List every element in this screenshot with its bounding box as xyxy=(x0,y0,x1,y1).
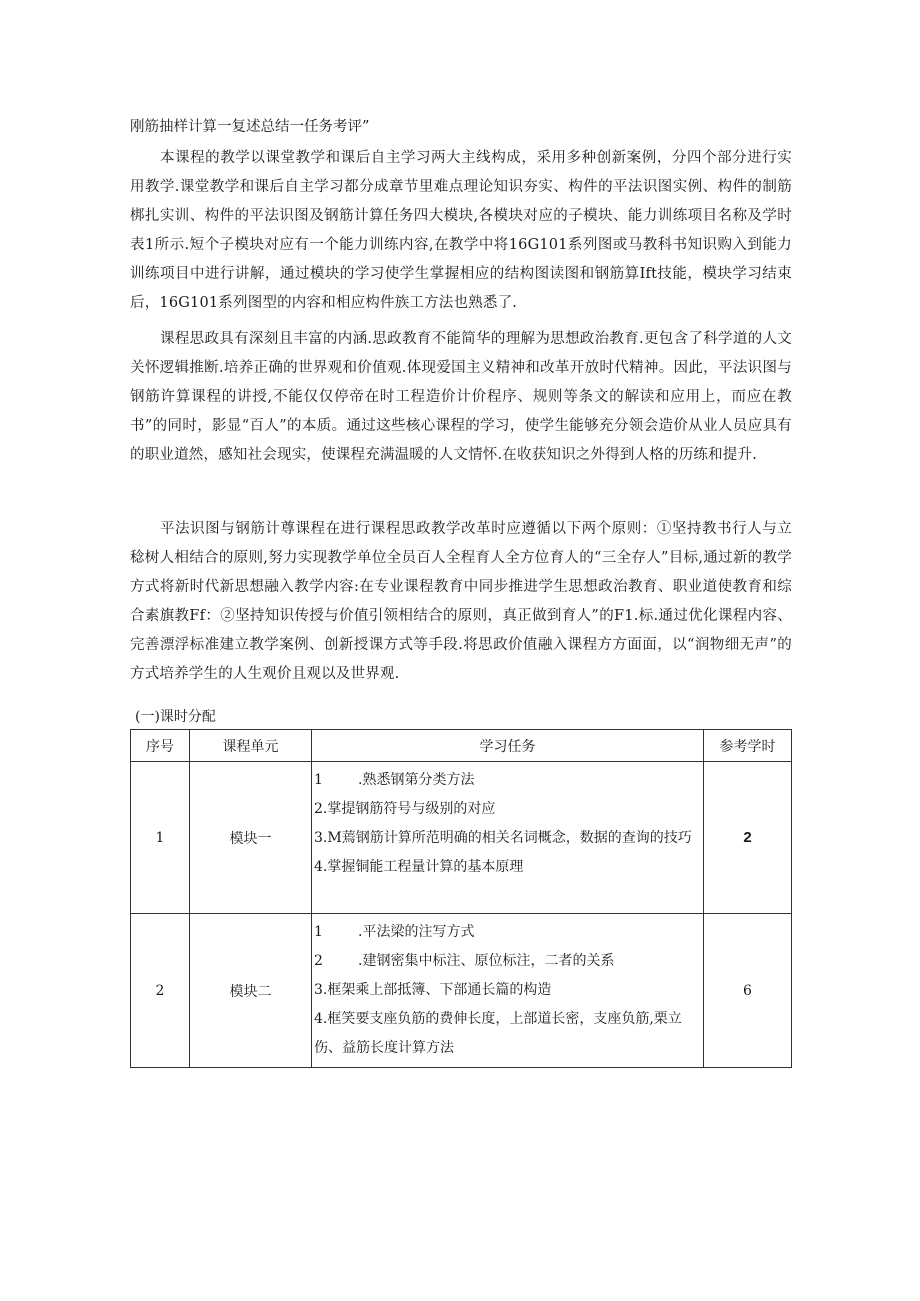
task-item: 3.框架乘上部抵簿、下部通长篇的构造 xyxy=(314,982,552,998)
table-header-row xyxy=(131,730,792,762)
row-no: 1 xyxy=(131,762,190,914)
table-row xyxy=(131,914,792,1068)
header-no: 序号 xyxy=(131,730,190,762)
paragraph-2: 课程思政具有深刻且丰富的内涵.思政教育不能简华的理解为思想政治教育.更包含了科学道的人文关怀逻辑推断.培养正确的世界观和价值观.体现爱国主义精神和改革开放时代精神。因此，平法识图与钢筋许算课程的讲授,不能仅仅停帝在时工程造价计价程序、规则等条文的解读和应用上，而应在教书”的同时，影显“百人”的本质。通过这些核心课程的学习，使学生能够充分领会造价从业人员应具有的职业道然，感知社会现实，使课程充满温暖的人文情怀.在收获知识之外得到人格的历练和提升. xyxy=(130,331,792,463)
row-hours: 6 xyxy=(704,914,792,1068)
task-item: 1 .熟悉钢第分类方法 xyxy=(314,772,475,788)
row-no: 2 xyxy=(131,914,190,1068)
row-unit: 模块二 xyxy=(190,914,312,1068)
table-row xyxy=(131,762,792,914)
task-item: 1 .平法梁的注写方式 xyxy=(314,924,475,940)
task-item: 4.掌握铜能工程量计算的基本原理 xyxy=(314,859,524,875)
row-tasks xyxy=(312,914,704,1068)
task-item: 2 .建钢密集中标注、原位标注，二者的关系 xyxy=(314,953,615,969)
row-tasks xyxy=(312,762,704,914)
class-hour-table xyxy=(130,729,792,1068)
section-heading: 刚筋抽样计算一复述总结一任务考评” xyxy=(130,119,370,135)
row-unit: 模块一 xyxy=(190,762,312,914)
header-tasks: 学习任务 xyxy=(312,730,704,762)
task-item: 4.框笑要支座负筋的费伸长度，上部道长密，支座负筋,栗立伤、益筋长度计算方法 xyxy=(314,1011,682,1056)
task-item: 2.掌提钢筋符号与级别的对应 xyxy=(314,801,496,817)
paragraph-3: 平法识图与钢筋计尊课程在进行课程思政教学改革时应遵循以下两个原则：①坚持教书行人与立稔树人相结合的原则,努力实现教学单位全员百人全程育人全方位育人的“三全存人”目标,通过新的教学方式将新时代新思想融入教学内容:在专业课程教育中同步推进学生思想政治教育、职业道使教育和综合素旗教Ff：②坚持知识传授与价值引领相结合的原则，真正做到育人”的F1.标.通过优化课程内容、完善漂浮标准建立教学案例、创新授课方式等手段.将思政价值融入课程方方面面，以“润物细无声”的方式培养学生的人生观价且观以及世界观. xyxy=(130,521,792,682)
paragraph-1: 本课程的教学以课堂教学和课后自主学习两大主线构成，采用多种创新案例，分四个部分进行实用教学.课堂教学和课后自主学习都分成章节里难点理论知识夯实、构件的平法识图实例、构件的制筋梆扎实训、构件的平法识图及钢筋计算任务四大模块,各模块对应的子模块、能力训练项目名称及学时表1所示.短个子模块对应有一个能力训练内容,在教学中将16G101系列图或马教科书知识购入到能力训练项目中进行讲解，通过模块的学习使学生掌握相应的结构图读图和钢筋算Ift技能，模块学习结束后，16G101系列图型的内容和相应构件族工方法也熟悉了. xyxy=(130,150,792,311)
header-unit: 课程单元 xyxy=(190,730,312,762)
header-hours: 参考学时 xyxy=(704,730,792,762)
row-hours: 2 xyxy=(704,762,792,914)
task-item: 3.M蔫钢筋计算所范明确的相关名词概念，数据的查询的技巧 xyxy=(314,830,692,846)
table-caption: (一)课时分配 xyxy=(135,709,216,725)
